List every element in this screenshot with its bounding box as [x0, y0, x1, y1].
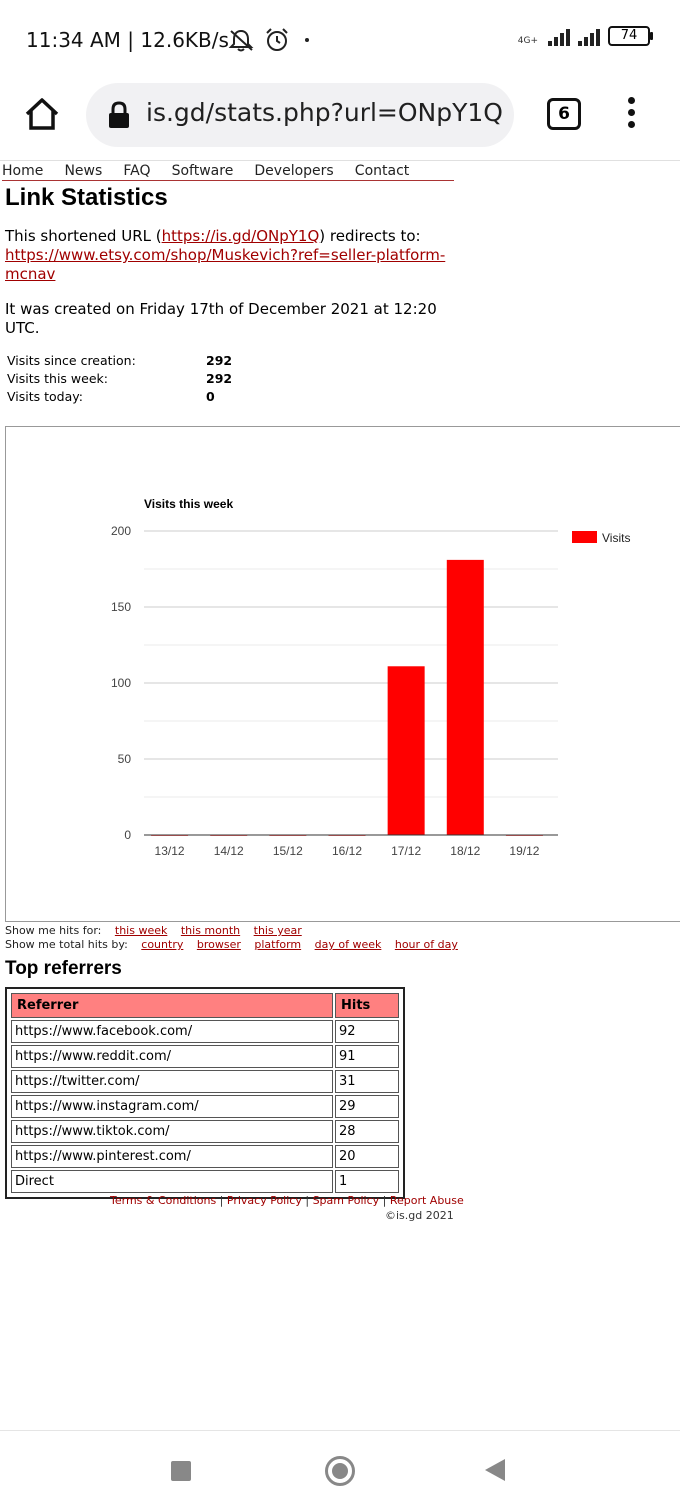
site-nav	[2, 160, 454, 181]
alarm-icon	[264, 27, 290, 53]
chart-title: Visits this week	[144, 497, 234, 511]
stat-label: Visits today:	[7, 389, 83, 404]
col-referrer: Referrer	[11, 993, 333, 1018]
x-tick-label: 17/12	[391, 844, 422, 858]
hits-cell: 29	[335, 1095, 399, 1118]
status-right	[518, 26, 650, 46]
show-hits-label: Show me hits for:	[5, 924, 102, 937]
by-country-link[interactable]: country	[141, 938, 184, 951]
signal-icon-2	[578, 29, 600, 46]
report-abuse-link[interactable]: Report Abuse	[389, 1194, 464, 1207]
nav-news[interactable]: News	[64, 163, 103, 179]
url-text: is.gd/stats.php?url=ONpY1Q	[146, 98, 503, 127]
x-tick-label: 15/12	[272, 844, 303, 858]
x-tick-label: 19/12	[509, 844, 540, 858]
y-tick-label: 150	[110, 600, 131, 614]
nav-faq[interactable]: FAQ	[123, 163, 151, 179]
recents-icon[interactable]	[171, 1461, 191, 1481]
hits-cell: 91	[335, 1045, 399, 1068]
stat-label: Visits this week:	[7, 371, 108, 386]
x-tick-label: 16/12	[331, 844, 363, 858]
referrer-cell: https://www.facebook.com/	[11, 1020, 333, 1043]
table-row	[11, 1045, 399, 1068]
stat-row	[5, 353, 265, 371]
referrer-cell: https://www.tiktok.com/	[11, 1120, 333, 1143]
target-url-link[interactable]: https://www.etsy.com/shop/Muskevich?ref=seller-platform-mcnav	[5, 246, 446, 283]
col-hits: Hits	[335, 993, 399, 1018]
browser-toolbar	[0, 80, 680, 150]
bar-17-12	[388, 666, 425, 835]
referrers-table	[5, 987, 405, 1199]
notification-dot-icon	[305, 38, 309, 42]
legend-label: Visits	[602, 531, 631, 545]
stat-value: 292	[206, 371, 233, 386]
referrer-cell: Direct	[11, 1170, 333, 1193]
battery-icon: 74	[608, 26, 650, 46]
show-total-label: Show me total hits by:	[5, 938, 128, 951]
intro-mid: ) redirects to:	[319, 227, 421, 245]
y-tick-label: 0	[124, 828, 131, 842]
system-nav-bar	[0, 1430, 680, 1512]
created-paragraph: It was created on Friday 17th of December 2021 at 12:20 UTC.	[5, 300, 437, 337]
hits-cell: 20	[335, 1145, 399, 1168]
copyright: ©is.gd 2021	[385, 1209, 454, 1222]
by-day-of-week-link[interactable]: day of week	[314, 938, 382, 951]
table-row	[11, 1170, 399, 1193]
table-row	[11, 1095, 399, 1118]
hits-cell: 92	[335, 1020, 399, 1043]
legend-swatch	[572, 531, 597, 543]
referrer-cell: https://www.instagram.com/	[11, 1095, 333, 1118]
x-tick-label: 14/12	[213, 844, 244, 858]
home-icon[interactable]	[22, 94, 62, 134]
home-button-icon[interactable]	[325, 1456, 355, 1486]
table-row	[11, 1145, 399, 1168]
address-bar[interactable]	[86, 83, 514, 147]
redirect-paragraph	[5, 227, 455, 284]
nav-contact[interactable]: Contact	[354, 163, 410, 179]
back-icon[interactable]	[485, 1459, 505, 1481]
x-tick-label: 18/12	[450, 844, 481, 858]
x-tick-label: 13/12	[154, 844, 185, 858]
referrer-cell: https://www.pinterest.com/	[11, 1145, 333, 1168]
footer-links: Terms & Conditions | Privacy Policy | Spam Policy | Report Abuse	[110, 1194, 464, 1207]
hits-this-month-link[interactable]: this month	[180, 924, 241, 937]
signal-icon	[548, 29, 570, 46]
table-row	[11, 1070, 399, 1093]
short-url-link[interactable]: https://is.gd/ONpY1Q	[161, 227, 320, 245]
stat-label: Visits since creation:	[7, 353, 136, 368]
overflow-menu-icon[interactable]	[626, 97, 636, 131]
referrers-heading: Top referrers	[5, 958, 122, 979]
intro-prefix: This shortened URL (	[5, 227, 162, 245]
y-tick-label: 100	[110, 676, 131, 690]
hits-cell: 28	[335, 1120, 399, 1143]
by-hour-of-day-link[interactable]: hour of day	[394, 938, 458, 951]
stat-row	[5, 389, 265, 407]
visits-chart	[5, 426, 680, 922]
stat-row	[5, 371, 265, 389]
table-row	[11, 1020, 399, 1043]
status-bar	[0, 0, 680, 80]
y-tick-label: 50	[117, 752, 131, 766]
nav-home[interactable]: Home	[2, 163, 44, 179]
tab-switcher-button[interactable]: 6	[547, 98, 581, 130]
lock-icon	[108, 101, 130, 129]
privacy-link[interactable]: Privacy Policy	[226, 1194, 302, 1207]
chart-svg	[6, 427, 680, 921]
referrer-cell: https://www.reddit.com/	[11, 1045, 333, 1068]
table-header-row	[11, 993, 399, 1018]
bell-off-icon	[228, 28, 254, 52]
stat-value: 292	[206, 353, 233, 368]
stats-table	[5, 353, 265, 407]
page-title: Link Statistics	[5, 184, 168, 211]
network-type: 4G+	[517, 36, 538, 46]
status-time: 11:34 AM | 12.6KB/s	[26, 28, 229, 52]
bar-18-12	[447, 560, 484, 835]
hits-cell: 31	[335, 1070, 399, 1093]
y-tick-label: 200	[110, 524, 131, 538]
hits-this-year-link[interactable]: this year	[253, 924, 302, 937]
by-platform-link[interactable]: platform	[254, 938, 302, 951]
terms-link[interactable]: Terms & Conditions	[110, 1194, 217, 1207]
by-browser-link[interactable]: browser	[196, 938, 241, 951]
show-hits-for	[5, 924, 302, 937]
spam-policy-link[interactable]: Spam Policy	[312, 1194, 380, 1207]
stat-value: 0	[206, 389, 215, 404]
table-row	[11, 1120, 399, 1143]
nav-software[interactable]: Software	[171, 163, 234, 179]
nav-developers[interactable]: Developers	[254, 163, 334, 179]
hits-cell: 1	[335, 1170, 399, 1193]
show-total-hits	[5, 938, 458, 951]
referrer-cell: https://twitter.com/	[11, 1070, 333, 1093]
hits-this-week-link[interactable]: this week	[114, 924, 168, 937]
